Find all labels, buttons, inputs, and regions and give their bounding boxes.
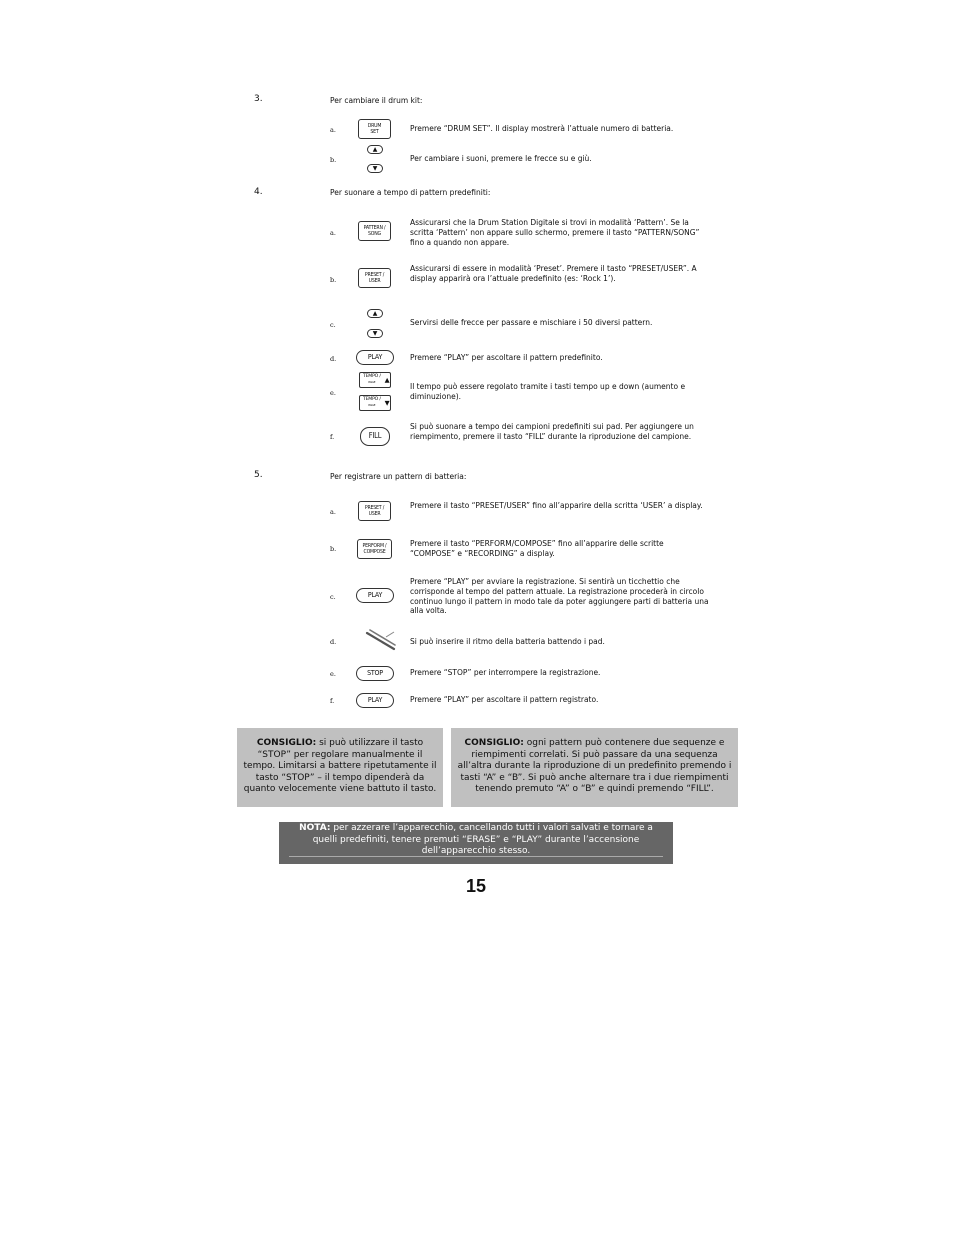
step-letter: c. <box>330 593 336 601</box>
step-letter: a. <box>330 508 336 516</box>
play-button <box>356 693 394 708</box>
step-description: Per cambiare i suoni, premere le frecce su e giù. <box>410 154 592 163</box>
down-arrow-icon: ▼ <box>367 164 383 173</box>
button-label: PRESET / <box>364 504 385 511</box>
tip-text: si può utilizzare il tasto “STOP” per regolare manualmente il tempo. Limitarsi a battere ripetutamente il tasto “STOP” – il tempo dipenderà da quanto velocemente viene battuto il tasto. <box>243 738 437 795</box>
step-letter: f. <box>330 433 335 441</box>
button-label: STOP <box>367 669 383 678</box>
step-letter: d. <box>330 638 337 646</box>
section-3-number: 3. <box>254 94 263 104</box>
step-description: Premere “PLAY” per ascoltare il pattern predefinito. <box>410 353 603 362</box>
step-letter: e. <box>330 670 336 678</box>
up-arrow-icon: ▲ <box>367 309 383 318</box>
page-number: 15 <box>466 876 487 896</box>
play-button <box>356 350 394 365</box>
button-label: PATTERN / <box>363 224 386 231</box>
tip-text: ogni pattern può contenere due sequenze e riempimenti correlati. Si può passare da una sequenza all’altra durante la riproduzione di un predefinito premendo i tasti “A” e “B”. Si può anche alternare tra i due riempimenti tenendo premuto “A” o “B” e quindi premendo “FILL”. <box>457 738 732 795</box>
tip-box-stop <box>237 728 443 807</box>
button-label: PAGE <box>368 403 376 407</box>
button-label: SET <box>370 129 379 135</box>
tip-box-sequences <box>451 728 738 807</box>
button-label: COMPOSE <box>363 549 386 555</box>
step-letter: a. <box>330 229 336 237</box>
preset-user-button <box>358 268 391 288</box>
button-label: TEMPO / <box>363 374 381 380</box>
button-label: PAGE <box>368 380 376 384</box>
drumsticks-icon <box>364 627 396 653</box>
step-description: Assicurarsi di essere in modalità ‘Preset’. Premere il tasto “PRESET/USER”. A display apparirà ora l’attuale predefinito (es: ‘Rock 1’). <box>410 264 697 283</box>
step-letter: d. <box>330 355 337 363</box>
perform-compose-button <box>357 539 392 559</box>
section-3-intro: Per cambiare il drum kit: <box>330 96 423 105</box>
step-letter: b. <box>330 545 337 553</box>
step-description: Premere “STOP” per interrompere la registrazione. <box>410 668 601 677</box>
up-arrow-icon: ▲ <box>384 376 390 384</box>
step-letter: f. <box>330 697 335 705</box>
step-letter: c. <box>330 321 336 329</box>
drum-set-button <box>358 119 391 139</box>
step-letter: b. <box>330 156 337 164</box>
step-description: Si può inserire il ritmo della batteria battendo i pad. <box>410 637 605 646</box>
step-description: Servirsi delle frecce per passare e mischiare i 50 diversi pattern. <box>410 318 653 327</box>
tip-label: CONSIGLIO: <box>256 738 317 748</box>
button-label: SONG <box>368 231 381 237</box>
pattern-song-button <box>358 221 391 241</box>
note-box <box>279 822 673 864</box>
step-description: Premere il tasto “PERFORM/COMPOSE” fino all’apparire delle scritte “COMPOSE” e “RECORDING” a display. <box>410 539 664 558</box>
button-label: PERFORM / <box>362 542 387 549</box>
step-description: Premere il tasto “PRESET/USER” fino all’apparire della scritta ‘USER’ a display. <box>410 501 703 510</box>
step-description: Si può suonare a tempo dei campioni predefiniti sui pad. Per aggiungere un riempimento, premere il tasto “FILL” durante la riproduzione del campione. <box>410 422 694 441</box>
down-arrow-icon: ▼ <box>367 329 383 338</box>
step-description: Premere “DRUM SET”. Il display mostrerà l’attuale numero di batteria. <box>410 124 674 133</box>
button-label: PRESET / <box>364 271 385 278</box>
button-label: FILL <box>368 431 382 441</box>
fill-button <box>360 427 390 446</box>
tempo-up-button <box>359 372 391 388</box>
divider <box>289 856 663 857</box>
section-4-number: 4. <box>254 187 263 197</box>
button-label: TEMPO / <box>363 397 381 403</box>
step-letter: e. <box>330 389 336 397</box>
button-label: PLAY <box>367 353 383 362</box>
section-5-intro: Per registrare un pattern di batteria: <box>330 472 467 481</box>
button-label: USER <box>368 511 381 517</box>
step-letter: b. <box>330 276 337 284</box>
step-letter: a. <box>330 126 336 134</box>
preset-user-button <box>358 501 391 521</box>
note-label: NOTA: <box>299 823 331 833</box>
up-arrow-icon: ▲ <box>367 145 383 154</box>
button-label: PLAY <box>367 696 383 705</box>
tempo-down-button <box>359 395 391 411</box>
play-button <box>356 588 394 603</box>
section-4-intro: Per suonare a tempo di pattern predefiniti: <box>330 188 491 197</box>
button-label: PLAY <box>367 591 383 600</box>
down-arrow-icon: ▼ <box>384 399 390 407</box>
step-description: Il tempo può essere regolato tramite i tasti tempo up e down (aumento e diminuzione). <box>410 382 686 401</box>
step-description: Assicurarsi che la Drum Station Digitale si trovi in modalità ‘Pattern’. Se la scritta ‘Pattern’ non appare sullo schermo, premere il tasto “PATTERN/SONG” fino a quando non appare. <box>410 218 700 247</box>
section-5-number: 5. <box>254 470 263 480</box>
button-label: DRUM <box>367 122 382 129</box>
step-description: Premere “PLAY” per ascoltare il pattern registrato. <box>410 695 599 704</box>
stop-button <box>356 666 394 681</box>
step-description: Premere “PLAY” per avviare la registrazione. Si sentirà un ticchettio che corrisponde al tempo del pattern attuale. La registrazione procederà in circolo continuo lungo il pattern in modo tale da poter aggiungere parti di batteria una alla volta. <box>410 577 709 616</box>
note-text: per azzerare l’apparecchio, cancellando tutti i valori salvati e tornare a quelli predefiniti, tenere premuti “ERASE” e “PLAY” durante l’accensione dell’apparecchio stesso. <box>312 823 653 857</box>
button-label: USER <box>368 278 381 284</box>
tip-label: CONSIGLIO: <box>464 738 524 748</box>
